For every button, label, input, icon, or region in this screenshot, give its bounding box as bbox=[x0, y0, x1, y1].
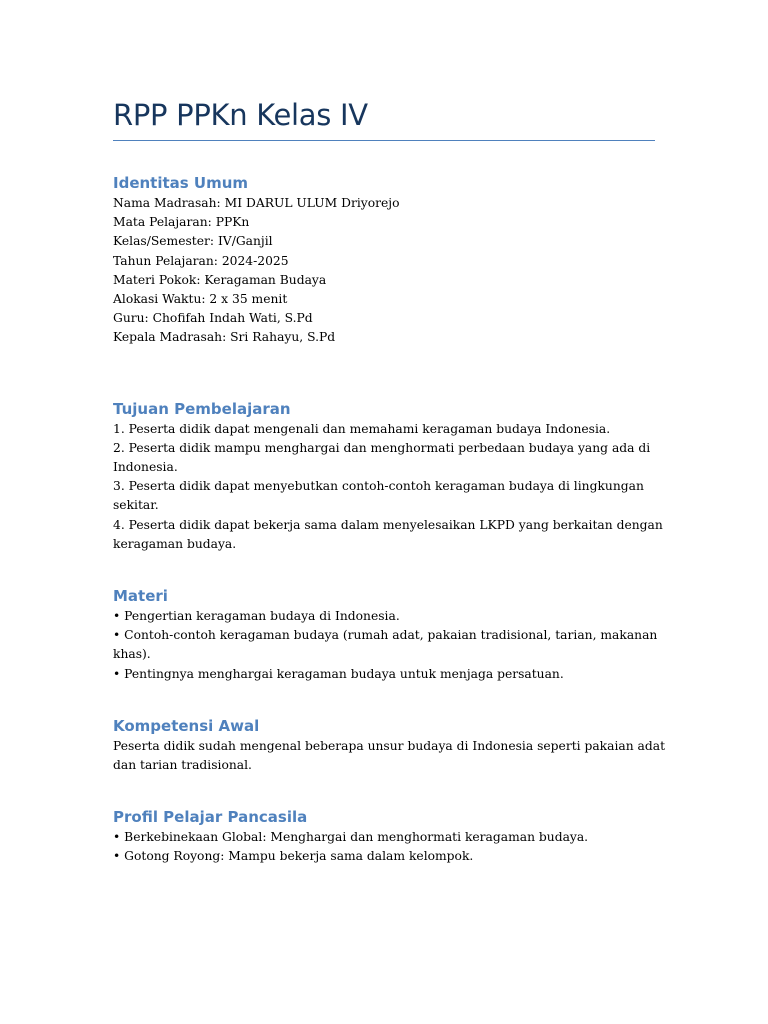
section-heading: Profil Pelajar Pancasila bbox=[113, 808, 308, 827]
materi-line: khas). bbox=[113, 647, 151, 662]
identitas-line: Materi Pokok: Keragaman Budaya bbox=[113, 272, 327, 287]
section-tujuan-pembelajaran bbox=[113, 398, 663, 554]
tujuan-line: Indonesia. bbox=[113, 460, 178, 475]
identitas-line: Mata Pelajaran: PPKn bbox=[113, 215, 250, 230]
identitas-line: Nama Madrasah: MI DARUL ULUM Driyorejo bbox=[113, 196, 400, 210]
document-page bbox=[113, 94, 666, 867]
identitas-line: Guru: Chofifah Indah Wati, S.Pd bbox=[113, 311, 313, 326]
tujuan-line: 2. Peserta didik mampu menghargai dan menghormati perbedaan budaya yang ada di bbox=[113, 440, 651, 455]
materi-line: • Contoh-contoh keragaman budaya (rumah adat, pakaian tradisional, tarian, makanan bbox=[113, 628, 658, 643]
section-materi bbox=[113, 585, 658, 684]
section-heading: Identitas Umum bbox=[113, 174, 249, 192]
tujuan-line: keragaman budaya. bbox=[113, 536, 237, 551]
tujuan-line: 1. Peserta didik dapat mengenali dan memahami keragaman budaya Indonesia. bbox=[113, 421, 611, 436]
tujuan-line: sekitar. bbox=[113, 498, 159, 513]
section-identitas-umum bbox=[113, 172, 655, 348]
section-heading: Tujuan Pembelajaran bbox=[113, 399, 291, 418]
kompetensi-line: Peserta didik sudah mengenal beberapa unsur budaya di Indonesia seperti pakaian adat bbox=[113, 738, 666, 753]
section-heading: Kompetensi Awal bbox=[113, 716, 260, 735]
identitas-line: Tahun Pelajaran: 2024-2025 bbox=[113, 253, 289, 268]
profil-line: • Berkebinekaan Global: Menghargai dan menghormati keragaman budaya. bbox=[113, 830, 589, 845]
identitas-line: Kelas/Semester: IV/Ganjil bbox=[113, 234, 273, 249]
identitas-line: Kepala Madrasah: Sri Rahayu, S.Pd bbox=[113, 330, 336, 345]
section-profil-pelajar-pancasila bbox=[113, 806, 655, 866]
kompetensi-line: dan tarian tradisional. bbox=[113, 758, 252, 773]
section-kompetensi-awal bbox=[113, 715, 666, 775]
title-divider bbox=[113, 140, 655, 141]
document-title: RPP PPKn Kelas IV bbox=[113, 98, 368, 132]
tujuan-line: 3. Peserta didik dapat menyebutkan contoh-contoh keragaman budaya di lingkungan bbox=[113, 479, 644, 494]
materi-line: • Pengertian keragaman budaya di Indonesia. bbox=[113, 609, 400, 624]
profil-line: • Gotong Royong: Mampu bekerja sama dalam kelompok. bbox=[113, 849, 474, 864]
identitas-line: Alokasi Waktu: 2 x 35 menit bbox=[113, 292, 288, 307]
tujuan-line: 4. Peserta didik dapat bekerja sama dalam menyelesaikan LKPD yang berkaitan dengan bbox=[113, 517, 663, 532]
section-heading: Materi bbox=[113, 587, 168, 606]
materi-line: • Pentingnya menghargai keragaman budaya untuk menjaga persatuan. bbox=[113, 666, 564, 681]
